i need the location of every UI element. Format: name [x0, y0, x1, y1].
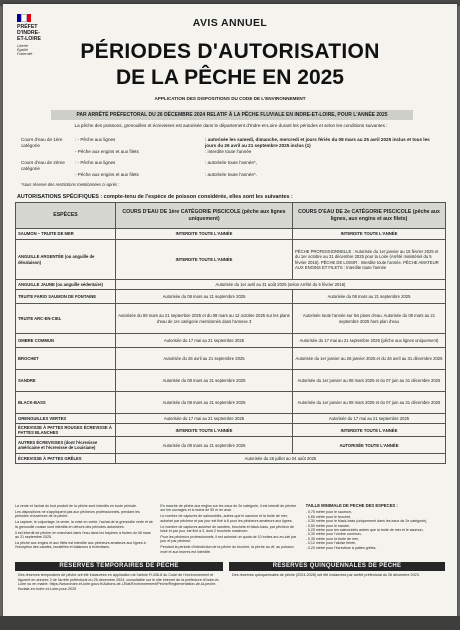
- frame-bottom: [0, 616, 460, 630]
- species-cell: BROCHET: [16, 348, 116, 370]
- cat2-cell: Autorisée du 1er janvier au 08 mars 2025 et du 07 juin au 31 décembre 2025: [293, 370, 446, 392]
- notes-left-column: [15, 504, 154, 554]
- table-row: [16, 414, 446, 424]
- poster-title-line2: DE LA PÊCHE EN 2025: [116, 66, 344, 89]
- cat1-cell: Autorisée du 17 mai au 21 septembre 2025: [116, 414, 293, 424]
- logo-motto-line: Fraternité: [17, 52, 33, 57]
- merged-cell: Autorisée du 26 juillet au 04 août 2025: [116, 454, 446, 464]
- cat2-cell: Autorisée du 17 mai au 21 septembre 2025 (pêche aux lignes uniquement): [293, 334, 446, 348]
- cat1-cell: Autorisée du 08 mars au 21 septembre 2025 et du 08 mars au 12 octobre 2025 sur les plans d'eau de 1re catégorie mentionnés dans l'annexe 3: [116, 304, 293, 334]
- category-rule: : autorisée toute l'année*,: [205, 160, 257, 165]
- cat1-cell: Autorisée du 08 mars au 21 septembre 2025: [116, 290, 293, 304]
- species-cell: SANDRE: [16, 370, 116, 392]
- cat2-cell: Autorisée du 08 mars au 21 septembre 2025: [293, 290, 446, 304]
- header-species: ESPÈCES: [16, 203, 116, 229]
- header-category-2: COURS D'EAU DE 2e CATÉGORIE PISCICOLE (pêche aux lignes, aux engins et aux filets): [293, 203, 446, 229]
- regulation-poster: [3, 4, 457, 616]
- species-cell: ANGUILLE ARGENTÉE (ou anguille de dévalaison): [16, 240, 116, 280]
- size-item: - 0,50 mètre pour le sandre,: [305, 523, 351, 528]
- table-header-row: [16, 203, 446, 229]
- cat2-cell: Autorisée toute l'année sur les plans d'eau. Autorisée du 08 mars au 21 septembre 2025 hors plan d'eau: [293, 304, 446, 334]
- sizes-title: TAILLE MINIMALE DE PÊCHE DES ESPÈCES :: [305, 504, 398, 508]
- category-gear: : - Pêche aux lignes: [75, 137, 116, 142]
- category-1-block: [21, 137, 441, 154]
- category-row: [21, 149, 441, 155]
- cat1-cell: Autorisée du 26 avril au 21 septembre 2025: [116, 348, 293, 370]
- poster-title-line1: PÉRIODES D'AUTORISATION: [80, 40, 380, 63]
- logo-org-line: D'INDRE-: [17, 30, 40, 36]
- category-2-block: [21, 160, 441, 177]
- category-gear: : - Pêche aux lignes: [75, 160, 116, 165]
- cat2-cell: PÊCHE PROFESSIONNELLE : Autorisée du 1er janvier au 15 février 2025 et du 1er octobre au 31 décembre 2025 pour la Loire (Arrêté ministériel du 5 février 2016). PÊCHE DE LOISIR : Interdite toute l'année. PÊCHE AMATEUR AUX ENGINS ET FILETS : Interdite toute l'année: [293, 240, 446, 280]
- table-row: [16, 424, 446, 437]
- species-cell: BLACK-BASS: [16, 392, 116, 414]
- reserves-temporaires-title: RÉSERVES TEMPORAIRES DE PÊCHE: [15, 562, 223, 571]
- notice-kicker: AVIS ANNUEL: [192, 17, 268, 29]
- category-rule: : autorisée toute l'année*.: [205, 171, 257, 177]
- logo-motto-line: Liberté: [17, 44, 28, 48]
- notes-middle-column: [160, 504, 299, 554]
- application-note: APPLICATION DES DISPOSITIONS DU CODE DE L'ENVIRONNEMENT: [154, 96, 306, 101]
- reserves-quinquennales-title: RÉSERVES QUINQUENNALES DE PÊCHE: [229, 562, 445, 571]
- category-row: [21, 160, 441, 172]
- table-row: [16, 334, 446, 348]
- cat2-cell: Autorisée du 17 mai au 21 septembre 2025: [293, 414, 446, 424]
- species-intro: AUTORISATIONS SPÉCIFIQUES : compte-tenu de l'espèce de poisson considérée, elles sont les suivantes :: [17, 194, 293, 200]
- size-item: - 0,12 mètre pour l'aloïse feinte,: [305, 541, 357, 546]
- cat2-cell: AUTORISÉE TOUTE L'ANNÉE: [293, 437, 446, 454]
- reserves-temporaires: [15, 562, 223, 610]
- table-row: [16, 280, 446, 290]
- size-item: - 0,25 mètre pour les salmonidés autres que la truite de mer et le saumon,: [305, 528, 424, 533]
- cat1-cell: INTERDITE TOUTE L'ANNÉE: [116, 229, 293, 240]
- table-row: [16, 370, 446, 392]
- species-cell: OMBRE COMMUN: [16, 334, 116, 348]
- category-row: [21, 137, 441, 149]
- table-row: [16, 240, 446, 280]
- species-cell: GRENOUILLES VERTES: [16, 414, 116, 424]
- cat2-cell: Autorisée du 1er janvier au 26 janvier 2025 et du 26 avril au 31 décembre 2025: [293, 348, 446, 370]
- reserves-quinquennales-text: Des réserves quinquennales de pêche (2024-2028) ont été instaurées par arrêté préfectoral du 26 décembre 2023.: [232, 573, 420, 577]
- decree-banner: PAR ARRÊTÉ PRÉFECTORAL DU 26 DÉCEMBRE 2024 RELATIF À LA PÊCHE FLUVIALE EN INDRE-ET-LOIRE, POUR L'ANNÉE 2025: [51, 110, 413, 120]
- cat1-cell: INTERDITE TOUTE L'ANNÉE: [116, 240, 293, 280]
- species-cell: TRUITE FARIO SAUMON DE FONTAINE: [16, 290, 116, 304]
- category-rule: : interdite toute l'année: [205, 148, 252, 154]
- cat1-cell: Autorisée du 08 mars au 21 septembre 2025: [116, 437, 293, 454]
- note-paragraph: En marche de pêche aux engins sur les eaux de 2e catégorie, il est interdit de pêcher sur les ouvrages et à moins de 50 m en aval.: [160, 504, 297, 513]
- species-cell: ANGUILLE JAUNE (ou anguille sédentaire): [16, 280, 116, 290]
- size-item: - 0,30 mètre pour l'ombre commun,: [305, 532, 362, 537]
- table-row: [16, 454, 446, 464]
- species-cell: AUTRES ÉCREVISSES (dont l'écrevisse américaine et l'écrevisse de Louisiane): [16, 437, 116, 454]
- note-paragraph: La capture, le colportage, la vente, la mise en vente, l'achat de la grenouille verte et de la grenouille rousse sont interdits en dehors des périodes autorisées.: [15, 520, 153, 529]
- table-row: [16, 437, 446, 454]
- cat2-cell: INTERDITE TOUTE L'ANNÉE: [293, 424, 446, 437]
- reserves-temporaires-text: Des réserves temporaires de pêche ont été instaurées en application de l'article R.436-8 du Code de l'environnement et figurent en annexe 2 de l'arrêté préfectoral du 26 décembre 2024, consultable sur le site internet de la préfecture d'Indre-et-Loire ou en mairie. https://www.indre-et-loire.gouv.fr/Actions-de-l-Etat/Environnement/Peche/Reglementation-de-la-peche-fluviale-en-Indre-et-Loire-pour-2025: [18, 573, 220, 591]
- category-gear: - Pêche aux engins et aux filets: [75, 171, 139, 177]
- note-paragraph: La vente et l'achat du tout produit de la pêche sont interdits en toute période.: [15, 504, 137, 508]
- category-gear: - Pêche aux engins et aux filets: [75, 148, 139, 154]
- note-paragraph: Il est interdit de pêcher en marchant dans l'eau dans les frayères à truites du 08 mars au 21 septembre 2025.: [15, 530, 151, 539]
- logo-motto-line: Égalité: [17, 48, 28, 53]
- size-item: - 0,20 mètre pour l'écrevisse à pattes grêles.: [305, 545, 377, 550]
- lower-notes: [15, 504, 445, 554]
- size-item: - 0,30 mètre pour le black-bass (uniquement dans les eaux de 2e catégorie),: [305, 519, 428, 524]
- table-row: [16, 229, 446, 240]
- category-label: Cours d'eau de 1ère catégorie: [21, 137, 63, 148]
- table-row: [16, 290, 446, 304]
- table-row: [16, 348, 446, 370]
- table-row: [16, 392, 446, 414]
- merged-cell: Autorisée du 1er avril au 31 août 2025 (selon Arrêté du 5 février 2016): [116, 280, 446, 290]
- species-cell: TRUITE ARC-EN-CIEL: [16, 304, 116, 334]
- sizes-column: [306, 504, 445, 554]
- note-paragraph: Les dispositions ne s'appliquent pas aux pêcheurs professionnels, pendant les périodes d'ouverture de la pêche.: [15, 509, 140, 519]
- cat1-cell: Autorisée du 08 mars au 21 septembre 2025: [116, 392, 293, 414]
- table-row: [16, 304, 446, 334]
- cat1-cell: INTERDITE TOUTE L'ANNÉE: [116, 424, 293, 437]
- cat1-cell: Autorisée du 08 mars au 21 septembre 2025: [116, 370, 293, 392]
- size-item: - 0,75 mètre pour le saumon,: [305, 510, 352, 515]
- note-paragraph: La pêche aux engins et aux filets est interdite aux pêcheurs amateurs aux lignes à l'exception des carafes, bouteilles et balances à écrevisses.: [15, 540, 146, 550]
- note-paragraph: Pour les pêcheurs professionnels, il est autorisé un quota de 10 truites arc-en-ciel par jour et par pêcheur.: [160, 534, 297, 544]
- intro-text: La pêche des poissons, grenouilles et écrevisses est autorisée dans le département d'Indre-et-Loire durant les périodes et selon les conditions suivantes :: [74, 123, 388, 128]
- header-category-1: COURS D'EAU DE 1ère CATÉGORIE PISCICOLE (pêche aux lignes uniquement): [116, 203, 293, 229]
- species-cell: ÉCREVISSE À PATTES GRÊLES: [16, 454, 116, 464]
- logo-org-line: ET-LOIRE: [17, 36, 41, 42]
- species-cell: SAUMON – TRUITE DE MER: [16, 229, 116, 240]
- size-item: - 0,35 mètre pour la truite de mer,: [305, 536, 359, 541]
- cat2-cell: INTERDITE TOUTE L'ANNÉE: [293, 229, 446, 240]
- size-item: - 0,60 mètre pour le brochet,: [305, 514, 352, 519]
- note-paragraph: Le nombre de captures autorisé de sandres, brochets et black-bass, par pêcheur de loisir et par jour, est fixé à 3, dont 2 brochets maximum.: [160, 524, 294, 534]
- cat1-cell: Autorisée du 17 mai au 21 septembre 2025: [116, 334, 293, 348]
- reserves-quinquennales: [229, 562, 445, 610]
- cat2-cell: Autorisée du 1er janvier au 08 mars 2025 et du 07 juin au 31 décembre 2025: [293, 392, 446, 414]
- note-paragraph: Pendant la période d'interdiction de la pêche du brochet, la pêche au vif, au poisson mort et aux leurres est interdite.: [160, 545, 294, 554]
- logo-org-line: PRÉFET: [17, 24, 38, 30]
- category-row: [21, 172, 441, 178]
- category-rule: : autorisée les samedi, dimanche, mercredi et jours fériés du 08 mars au 25 avril 2025 inclus et tous les jours du 26 avril au 21 septembre 2025 inclus (1): [205, 137, 430, 148]
- species-table: [15, 202, 446, 464]
- species-cell: ÉCREVISSE À PATTES ROUGES ÉCREVISSE À PATTES BLANCHES: [16, 424, 116, 437]
- restriction-note: *sous réserve des restrictions mentionnées ci-après :: [21, 182, 120, 187]
- category-label: Cours d'eau de 2ème catégorie: [21, 160, 65, 171]
- note-paragraph: Le nombre de captures de salmonidés, autres que le saumon et la truite de mer, autorisé par pêcheur et par jour est fixé à 6 pour les pêcheurs amateurs aux lignes.: [160, 514, 293, 523]
